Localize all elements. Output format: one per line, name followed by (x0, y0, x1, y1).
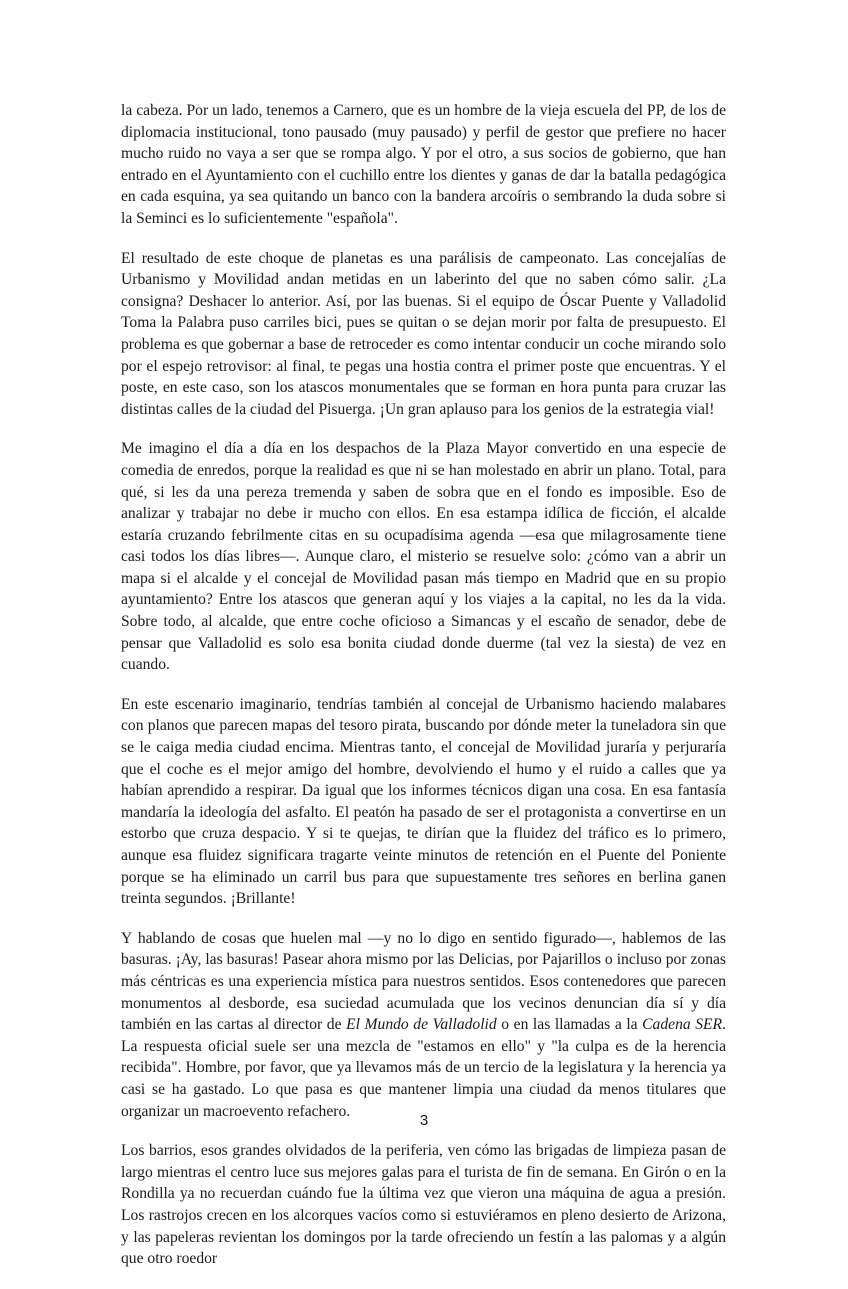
paragraph-1-text: la cabeza. Por un lado, tenemos a Carnero, que es un hombre de la vieja escuela del PP, de los de diplomacia institucional, tono pausado (muy pausado) y perfil de gestor que prefiere no hacer mucho ruido no vaya a ser que se rompa algo. Y por el otro, a sus socios de gobierno, que han entrado en el Ayuntamiento con el cuchillo entre los dientes y ganas de dar la batalla pedagógica en cada esquina, ya sea quitando un banco con la bandera arcoíris o sembrando la duda sobre si la Seminci es lo suficientemente "española". (121, 102, 726, 227)
paragraph-1 (121, 100, 726, 230)
paragraph-6 (121, 1140, 726, 1270)
paragraph-2 (121, 248, 726, 421)
paragraph-6-text: Los barrios, esos grandes olvidados de la periferia, ven cómo las brigadas de limpieza pasan de largo mientras el centro luce sus mejores galas para el turista de fin de semana. En Girón o en la Rondilla ya no recuerdan cuándo fue la última vez que vieron una máquina de agua a presión. Los rastrojos crecen en los alcorques vacíos como si estuviéramos en pleno desierto de Arizona, y las papeleras revientan los domingos por la tarde ofreciendo un festín a las palomas y a algún que otro roedor (121, 1142, 726, 1268)
paragraph-5-text-b: o en las llamadas a la (496, 1016, 643, 1034)
paragraph-5-text-c: . La respuesta oficial suele ser una mezcla de "estamos en ello" y "la culpa es de la herencia recibida". Hombre, por favor, que ya llevamos más de un tercio de la legislatura y la herencia ya casi se ha gastado. Lo que pasa es que mantener limpia una ciudad da menos titulares que organizar un macroevento refachero. (121, 1016, 726, 1120)
paragraph-3 (121, 438, 726, 676)
page-number: 3 (419, 1112, 429, 1129)
newspaper-name: El Mundo de Valladolid (346, 1016, 497, 1034)
radio-station-name: Cadena SER (642, 1016, 723, 1034)
paragraph-4 (121, 694, 726, 910)
paragraph-4-text: En este escenario imaginario, tendrías también al concejal de Urbanismo haciendo malabares con planos que parecen mapas del tesoro pirata, buscando por dónde meter la tuneladora sin que se le caiga media ciudad encima. Mientras tanto, el concejal de Movilidad juraría y perjuraría que el coche es el mejor amigo del hombre, devolviendo el humo y el ruido a calles que ya habían aprendido a respirar. Da igual que los informes técnicos digan una cosa. En esa fantasía mandaría la ideología del asfalto. El peatón ha pasado de ser el protagonista a convertirse en un estorbo que cruza despacio. Y si te quejas, te dirían que la fluidez del tráfico es lo primero, aunque esa fluidez significara tragarte veinte minutos de retención en el Puente del Poniente porque se ha eliminado un carril bus para que supuestamente tres señores en berlina ganen treinta segundos. ¡Brillante! (121, 695, 726, 908)
paragraph-3-text: Me imagino el día a día en los despachos de la Plaza Mayor convertido en una especie de comedia de enredos, porque la realidad es que ni se han molestado en abrir un plano. Total, para qué, si les da una pereza tremenda y saben de sobra que en el fondo es imposible. Eso de analizar y trabajar no debe ir mucho con ellos. En esa estampa idílica de ficción, el alcalde estaría cruzando febrilmente citas en su ocupadísima agenda —esa que milagrosamente tiene casi todos los días libres—. Aunque claro, el misterio se resuelve solo: ¿cómo van a abrir un mapa si el alcalde y el concejal de Movilidad pasan más tiempo en Madrid que en su propio ayuntamiento? Entre los atascos que generan aquí y los viajes a la capital, no les da la vida. Sobre todo, al alcalde, que entre coche oficioso a Simancas y el escaño de senador, debe de pensar que Valladolid es solo esa bonita ciudad donde duerme (tal vez la siesta) de vez en cuando. (121, 440, 726, 674)
article-body (121, 100, 726, 1289)
paragraph-2-text: El resultado de este choque de planetas es una parálisis de campeonato. Las concejalías de Urbanismo y Movilidad andan metidas en un laberinto del que no saben cómo salir. ¿La consigna? Deshacer lo anterior. Así, por las buenas. Si el equipo de Óscar Puente y Valladolid Toma la Palabra puso carriles bici, pues se quitan o se dejan morir por falta de presupuesto. El problema es que gobernar a base de retroceder es como intentar conducir un coche mirando solo por el espejo retrovisor: al final, te pegas una hostia contra el primer poste que encuentras. Y el poste, en este caso, son los atascos monumentales que se forman en hora punta para cruzar las distintas calles de la ciudad del Pisuerga. ¡Un gran aplauso para los genios de la estrategia vial! (121, 249, 726, 418)
paragraph-5 (121, 928, 726, 1122)
paragraph-5-text-a: Y hablando de cosas que huelen mal —y no lo digo en sentido figurado—, hablemos de las basuras. ¡Ay, las basuras! Pasear ahora mismo por las Delicias, por Pajarillos o incluso por zonas más céntricas es una experiencia mística para nuestros sentidos. Esos contenedores que parecen monumentos al desborde, esa suciedad acumulada que los vecinos denuncian día sí y día también en las cartas al director de (121, 929, 726, 1034)
